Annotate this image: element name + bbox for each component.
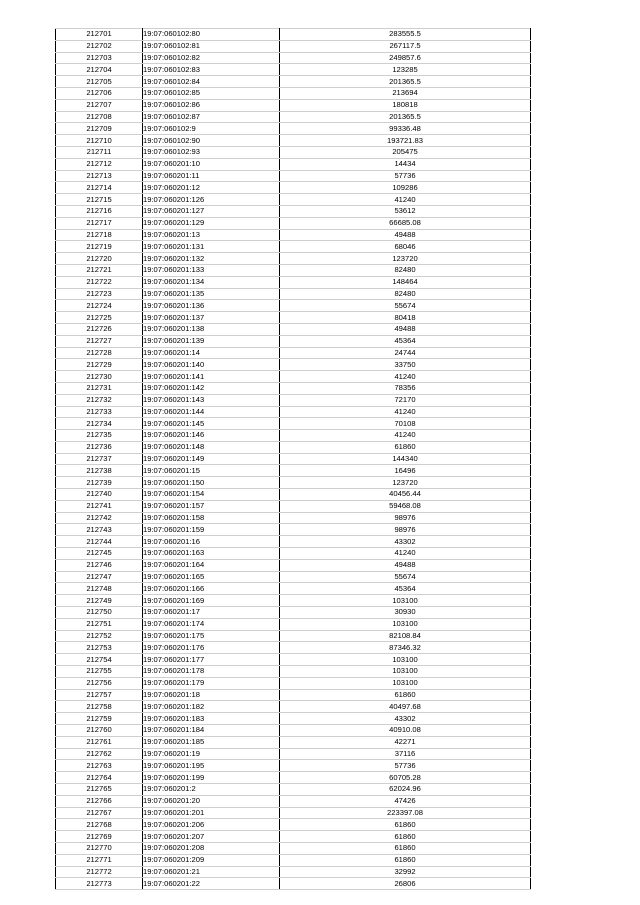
row-id-cell: 212739 [56, 477, 143, 489]
cadastral-value-cell: 61860 [280, 854, 531, 866]
cadastral-value-cell: 205475 [280, 146, 531, 158]
table-row [56, 607, 531, 619]
cadastral-number-cell: 19:07:060201:166 [143, 583, 280, 595]
row-id-cell: 212727 [56, 335, 143, 347]
cadastral-number-cell: 19:07:060201:195 [143, 760, 280, 772]
cadastral-number-cell: 19:07:060201:20 [143, 795, 280, 807]
row-id-cell: 212711 [56, 146, 143, 158]
cadastral-number-cell: 19:07:060201:131 [143, 241, 280, 253]
cadastral-number-cell: 19:07:060201:127 [143, 205, 280, 217]
row-id-cell: 212741 [56, 500, 143, 512]
table-row [56, 559, 531, 571]
cadastral-value-cell: 82480 [280, 264, 531, 276]
table-row [56, 158, 531, 170]
row-id-cell: 212707 [56, 99, 143, 111]
table-row [56, 335, 531, 347]
cadastral-number-cell: 19:07:060201:208 [143, 842, 280, 854]
table-row [56, 548, 531, 560]
cadastral-number-cell: 19:07:060201:132 [143, 253, 280, 265]
row-id-cell: 212765 [56, 784, 143, 796]
row-id-cell: 212706 [56, 87, 143, 99]
row-id-cell: 212730 [56, 371, 143, 383]
row-id-cell: 212744 [56, 536, 143, 548]
cadastral-value-cell: 109286 [280, 182, 531, 194]
row-id-cell: 212747 [56, 571, 143, 583]
table-row [56, 123, 531, 135]
table-row [56, 831, 531, 843]
table-row [56, 666, 531, 678]
cadastral-value-cell: 87346.32 [280, 642, 531, 654]
row-id-cell: 212746 [56, 559, 143, 571]
cadastral-value-cell: 267117.5 [280, 40, 531, 52]
row-id-cell: 212767 [56, 807, 143, 819]
table-row [56, 748, 531, 760]
table-row [56, 146, 531, 158]
cadastral-value-cell: 41240 [280, 194, 531, 206]
cadastral-number-cell: 19:07:060201:141 [143, 371, 280, 383]
cadastral-number-cell: 19:07:060201:206 [143, 819, 280, 831]
row-id-cell: 212736 [56, 441, 143, 453]
cadastral-number-cell: 19:07:060201:199 [143, 772, 280, 784]
cadastral-value-cell: 43302 [280, 713, 531, 725]
cadastral-number-cell: 19:07:060201:13 [143, 229, 280, 241]
table-row [56, 465, 531, 477]
row-id-cell: 212764 [56, 772, 143, 784]
row-id-cell: 212708 [56, 111, 143, 123]
cadastral-value-cell: 61860 [280, 441, 531, 453]
cadastral-number-cell: 19:07:060201:176 [143, 642, 280, 654]
table-body [56, 29, 531, 890]
table-row [56, 87, 531, 99]
cadastral-value-cell: 123720 [280, 477, 531, 489]
cadastral-number-cell: 19:07:060201:126 [143, 194, 280, 206]
row-id-cell: 212769 [56, 831, 143, 843]
row-id-cell: 212712 [56, 158, 143, 170]
table-row [56, 866, 531, 878]
row-id-cell: 212771 [56, 854, 143, 866]
cadastral-number-cell: 19:07:060201:21 [143, 866, 280, 878]
row-id-cell: 212752 [56, 630, 143, 642]
cadastral-number-cell: 19:07:060201:133 [143, 264, 280, 276]
cadastral-number-cell: 19:07:060102:81 [143, 40, 280, 52]
cadastral-value-cell: 283555.5 [280, 29, 531, 41]
table-row [56, 371, 531, 383]
cadastral-number-cell: 19:07:060201:134 [143, 276, 280, 288]
table-row [56, 618, 531, 630]
row-id-cell: 212766 [56, 795, 143, 807]
cadastral-value-cell: 98976 [280, 524, 531, 536]
table-row [56, 583, 531, 595]
row-id-cell: 212735 [56, 430, 143, 442]
row-id-cell: 212722 [56, 276, 143, 288]
table-row [56, 725, 531, 737]
cadastral-value-cell: 49488 [280, 229, 531, 241]
cadastral-number-cell: 19:07:060201:22 [143, 878, 280, 890]
row-id-cell: 212750 [56, 607, 143, 619]
cadastral-number-cell: 19:07:060201:163 [143, 548, 280, 560]
table-row [56, 182, 531, 194]
cadastral-number-cell: 19:07:060201:142 [143, 382, 280, 394]
row-id-cell: 212725 [56, 312, 143, 324]
cadastral-number-cell: 19:07:060201:158 [143, 512, 280, 524]
cadastral-number-cell: 19:07:060201:140 [143, 359, 280, 371]
cadastral-value-cell: 201365.5 [280, 111, 531, 123]
table-row [56, 135, 531, 147]
cadastral-value-cell: 47426 [280, 795, 531, 807]
row-id-cell: 212755 [56, 666, 143, 678]
row-id-cell: 212720 [56, 253, 143, 265]
row-id-cell: 212745 [56, 548, 143, 560]
cadastral-number-cell: 19:07:060201:129 [143, 217, 280, 229]
cadastral-number-cell: 19:07:060201:207 [143, 831, 280, 843]
table-row [56, 170, 531, 182]
row-id-cell: 212715 [56, 194, 143, 206]
cadastral-value-cell: 180818 [280, 99, 531, 111]
row-id-cell: 212734 [56, 418, 143, 430]
cadastral-number-cell: 19:07:060201:146 [143, 430, 280, 442]
cadastral-value-cell: 103100 [280, 666, 531, 678]
table-row [56, 854, 531, 866]
table-row [56, 760, 531, 772]
cadastral-value-cell: 32992 [280, 866, 531, 878]
table-row [56, 430, 531, 442]
row-id-cell: 212709 [56, 123, 143, 135]
row-id-cell: 212743 [56, 524, 143, 536]
cadastral-number-cell: 19:07:060201:179 [143, 677, 280, 689]
cadastral-value-cell: 41240 [280, 430, 531, 442]
row-id-cell: 212723 [56, 288, 143, 300]
table-row [56, 111, 531, 123]
cadastral-value-cell: 80418 [280, 312, 531, 324]
cadastral-number-cell: 19:07:060201:138 [143, 323, 280, 335]
cadastral-value-cell: 57736 [280, 760, 531, 772]
table-row [56, 878, 531, 890]
cadastral-value-cell: 123720 [280, 253, 531, 265]
row-id-cell: 212756 [56, 677, 143, 689]
table-row [56, 394, 531, 406]
cadastral-value-cell: 55674 [280, 300, 531, 312]
cadastral-value-cell: 60705.28 [280, 772, 531, 784]
cadastral-value-cell: 103100 [280, 595, 531, 607]
cadastral-number-cell: 19:07:060201:16 [143, 536, 280, 548]
row-id-cell: 212754 [56, 654, 143, 666]
cadastral-value-cell: 99336.48 [280, 123, 531, 135]
cadastral-value-cell: 37116 [280, 748, 531, 760]
row-id-cell: 212719 [56, 241, 143, 253]
cadastral-number-cell: 19:07:060201:18 [143, 689, 280, 701]
table-row [56, 689, 531, 701]
table-row [56, 64, 531, 76]
cadastral-value-cell: 249857.6 [280, 52, 531, 64]
table-row [56, 99, 531, 111]
row-id-cell: 212773 [56, 878, 143, 890]
row-id-cell: 212772 [56, 866, 143, 878]
table-row [56, 347, 531, 359]
cadastral-number-cell: 19:07:060201:175 [143, 630, 280, 642]
row-id-cell: 212718 [56, 229, 143, 241]
row-id-cell: 212738 [56, 465, 143, 477]
row-id-cell: 212742 [56, 512, 143, 524]
cadastral-value-cell: 61860 [280, 689, 531, 701]
row-id-cell: 212716 [56, 205, 143, 217]
cadastral-value-cell: 201365.5 [280, 76, 531, 88]
cadastral-number-cell: 19:07:060201:185 [143, 736, 280, 748]
cadastral-value-cell: 72170 [280, 394, 531, 406]
cadastral-number-cell: 19:07:060201:159 [143, 524, 280, 536]
table-row [56, 807, 531, 819]
cadastral-value-table [55, 28, 531, 890]
row-id-cell: 212717 [56, 217, 143, 229]
table-row [56, 194, 531, 206]
cadastral-value-cell: 61860 [280, 842, 531, 854]
cadastral-value-cell: 82480 [280, 288, 531, 300]
table-row [56, 795, 531, 807]
cadastral-value-cell: 148464 [280, 276, 531, 288]
cadastral-number-cell: 19:07:060102:82 [143, 52, 280, 64]
row-id-cell: 212714 [56, 182, 143, 194]
table-row [56, 642, 531, 654]
cadastral-value-cell: 42271 [280, 736, 531, 748]
table-row [56, 654, 531, 666]
table-row [56, 406, 531, 418]
table-row [56, 52, 531, 64]
table-row [56, 784, 531, 796]
row-id-cell: 212701 [56, 29, 143, 41]
table-row [56, 453, 531, 465]
cadastral-value-cell: 55674 [280, 571, 531, 583]
row-id-cell: 212760 [56, 725, 143, 737]
cadastral-number-cell: 19:07:060201:144 [143, 406, 280, 418]
cadastral-value-cell: 193721.83 [280, 135, 531, 147]
table-row [56, 772, 531, 784]
table-row [56, 323, 531, 335]
table-row [56, 241, 531, 253]
table-row [56, 312, 531, 324]
cadastral-value-cell: 16496 [280, 465, 531, 477]
row-id-cell: 212737 [56, 453, 143, 465]
row-id-cell: 212758 [56, 701, 143, 713]
table-row [56, 276, 531, 288]
table-row [56, 359, 531, 371]
cadastral-number-cell: 19:07:060201:209 [143, 854, 280, 866]
cadastral-number-cell: 19:07:060201:157 [143, 500, 280, 512]
cadastral-value-cell: 41240 [280, 406, 531, 418]
row-id-cell: 212757 [56, 689, 143, 701]
table-row [56, 500, 531, 512]
cadastral-number-cell: 19:07:060102:87 [143, 111, 280, 123]
row-id-cell: 212763 [56, 760, 143, 772]
row-id-cell: 212751 [56, 618, 143, 630]
cadastral-value-cell: 40497.68 [280, 701, 531, 713]
row-id-cell: 212733 [56, 406, 143, 418]
cadastral-value-cell: 40910.08 [280, 725, 531, 737]
table-row [56, 382, 531, 394]
cadastral-value-cell: 59468.08 [280, 500, 531, 512]
cadastral-number-cell: 19:07:060201:139 [143, 335, 280, 347]
table-row [56, 571, 531, 583]
cadastral-number-cell: 19:07:060201:183 [143, 713, 280, 725]
row-id-cell: 212762 [56, 748, 143, 760]
cadastral-number-cell: 19:07:060201:135 [143, 288, 280, 300]
cadastral-number-cell: 19:07:060201:136 [143, 300, 280, 312]
table-row [56, 205, 531, 217]
cadastral-number-cell: 19:07:060102:9 [143, 123, 280, 135]
cadastral-value-cell: 66685.08 [280, 217, 531, 229]
cadastral-value-cell: 49488 [280, 323, 531, 335]
cadastral-number-cell: 19:07:060201:177 [143, 654, 280, 666]
row-id-cell: 212702 [56, 40, 143, 52]
table-row [56, 40, 531, 52]
table-row [56, 630, 531, 642]
cadastral-value-cell: 43302 [280, 536, 531, 548]
cadastral-number-cell: 19:07:060201:19 [143, 748, 280, 760]
table-row [56, 217, 531, 229]
row-id-cell: 212703 [56, 52, 143, 64]
cadastral-number-cell: 19:07:060201:2 [143, 784, 280, 796]
cadastral-value-cell: 78356 [280, 382, 531, 394]
cadastral-value-cell: 40456.44 [280, 489, 531, 501]
cadastral-number-cell: 19:07:060201:149 [143, 453, 280, 465]
row-id-cell: 212749 [56, 595, 143, 607]
row-id-cell: 212704 [56, 64, 143, 76]
table-row [56, 736, 531, 748]
cadastral-value-cell: 61860 [280, 831, 531, 843]
cadastral-value-cell: 45364 [280, 335, 531, 347]
row-id-cell: 212710 [56, 135, 143, 147]
row-id-cell: 212726 [56, 323, 143, 335]
cadastral-number-cell: 19:07:060201:145 [143, 418, 280, 430]
cadastral-number-cell: 19:07:060201:12 [143, 182, 280, 194]
cadastral-number-cell: 19:07:060201:201 [143, 807, 280, 819]
row-id-cell: 212740 [56, 489, 143, 501]
cadastral-number-cell: 19:07:060201:150 [143, 477, 280, 489]
row-id-cell: 212732 [56, 394, 143, 406]
cadastral-number-cell: 19:07:060201:184 [143, 725, 280, 737]
table-row [56, 512, 531, 524]
table-row [56, 595, 531, 607]
cadastral-number-cell: 19:07:060201:15 [143, 465, 280, 477]
cadastral-number-cell: 19:07:060102:84 [143, 76, 280, 88]
row-id-cell: 212761 [56, 736, 143, 748]
table-row [56, 253, 531, 265]
cadastral-value-cell: 103100 [280, 654, 531, 666]
cadastral-number-cell: 19:07:060201:14 [143, 347, 280, 359]
row-id-cell: 212753 [56, 642, 143, 654]
cadastral-number-cell: 19:07:060201:17 [143, 607, 280, 619]
cadastral-number-cell: 19:07:060201:164 [143, 559, 280, 571]
row-id-cell: 212705 [56, 76, 143, 88]
cadastral-number-cell: 19:07:060102:85 [143, 87, 280, 99]
cadastral-value-cell: 98976 [280, 512, 531, 524]
table-row [56, 489, 531, 501]
table-row [56, 441, 531, 453]
cadastral-number-cell: 19:07:060102:83 [143, 64, 280, 76]
cadastral-value-cell: 123285 [280, 64, 531, 76]
cadastral-value-cell: 49488 [280, 559, 531, 571]
table-row [56, 524, 531, 536]
cadastral-number-cell: 19:07:060201:154 [143, 489, 280, 501]
row-id-cell: 212728 [56, 347, 143, 359]
cadastral-value-cell: 30930 [280, 607, 531, 619]
cadastral-number-cell: 19:07:060102:86 [143, 99, 280, 111]
cadastral-value-cell: 103100 [280, 618, 531, 630]
cadastral-number-cell: 19:07:060102:90 [143, 135, 280, 147]
cadastral-value-cell: 62024.96 [280, 784, 531, 796]
table-row [56, 229, 531, 241]
cadastral-value-cell: 57736 [280, 170, 531, 182]
cadastral-value-cell: 53612 [280, 205, 531, 217]
cadastral-value-cell: 41240 [280, 371, 531, 383]
cadastral-number-cell: 19:07:060201:11 [143, 170, 280, 182]
row-id-cell: 212759 [56, 713, 143, 725]
table-row [56, 300, 531, 312]
row-id-cell: 212713 [56, 170, 143, 182]
row-id-cell: 212770 [56, 842, 143, 854]
cadastral-number-cell: 19:07:060201:143 [143, 394, 280, 406]
cadastral-number-cell: 19:07:060201:137 [143, 312, 280, 324]
table-row [56, 264, 531, 276]
table-row [56, 418, 531, 430]
cadastral-value-cell: 223397.08 [280, 807, 531, 819]
cadastral-value-cell: 213694 [280, 87, 531, 99]
cadastral-value-cell: 24744 [280, 347, 531, 359]
cadastral-number-cell: 19:07:060201:174 [143, 618, 280, 630]
table-row [56, 477, 531, 489]
table-row [56, 842, 531, 854]
table-row [56, 819, 531, 831]
cadastral-value-cell: 33750 [280, 359, 531, 371]
table-row [56, 29, 531, 41]
table-row [56, 76, 531, 88]
cadastral-value-cell: 41240 [280, 548, 531, 560]
cadastral-value-cell: 70108 [280, 418, 531, 430]
table-row [56, 713, 531, 725]
cadastral-value-cell: 26806 [280, 878, 531, 890]
cadastral-value-cell: 45364 [280, 583, 531, 595]
cadastral-number-cell: 19:07:060201:169 [143, 595, 280, 607]
row-id-cell: 212729 [56, 359, 143, 371]
cadastral-number-cell: 19:07:060102:93 [143, 146, 280, 158]
cadastral-value-cell: 82108.84 [280, 630, 531, 642]
row-id-cell: 212721 [56, 264, 143, 276]
cadastral-value-cell: 61860 [280, 819, 531, 831]
cadastral-number-cell: 19:07:060201:178 [143, 666, 280, 678]
table-row [56, 677, 531, 689]
table-row [56, 288, 531, 300]
row-id-cell: 212731 [56, 382, 143, 394]
cadastral-number-cell: 19:07:060201:165 [143, 571, 280, 583]
row-id-cell: 212768 [56, 819, 143, 831]
cadastral-value-cell: 14434 [280, 158, 531, 170]
cadastral-number-cell: 19:07:060201:10 [143, 158, 280, 170]
cadastral-number-cell: 19:07:060201:182 [143, 701, 280, 713]
row-id-cell: 212748 [56, 583, 143, 595]
table-row [56, 536, 531, 548]
cadastral-number-cell: 19:07:060201:148 [143, 441, 280, 453]
row-id-cell: 212724 [56, 300, 143, 312]
cadastral-number-cell: 19:07:060102:80 [143, 29, 280, 41]
table-row [56, 701, 531, 713]
cadastral-value-cell: 68046 [280, 241, 531, 253]
cadastral-value-cell: 144340 [280, 453, 531, 465]
cadastral-value-cell: 103100 [280, 677, 531, 689]
